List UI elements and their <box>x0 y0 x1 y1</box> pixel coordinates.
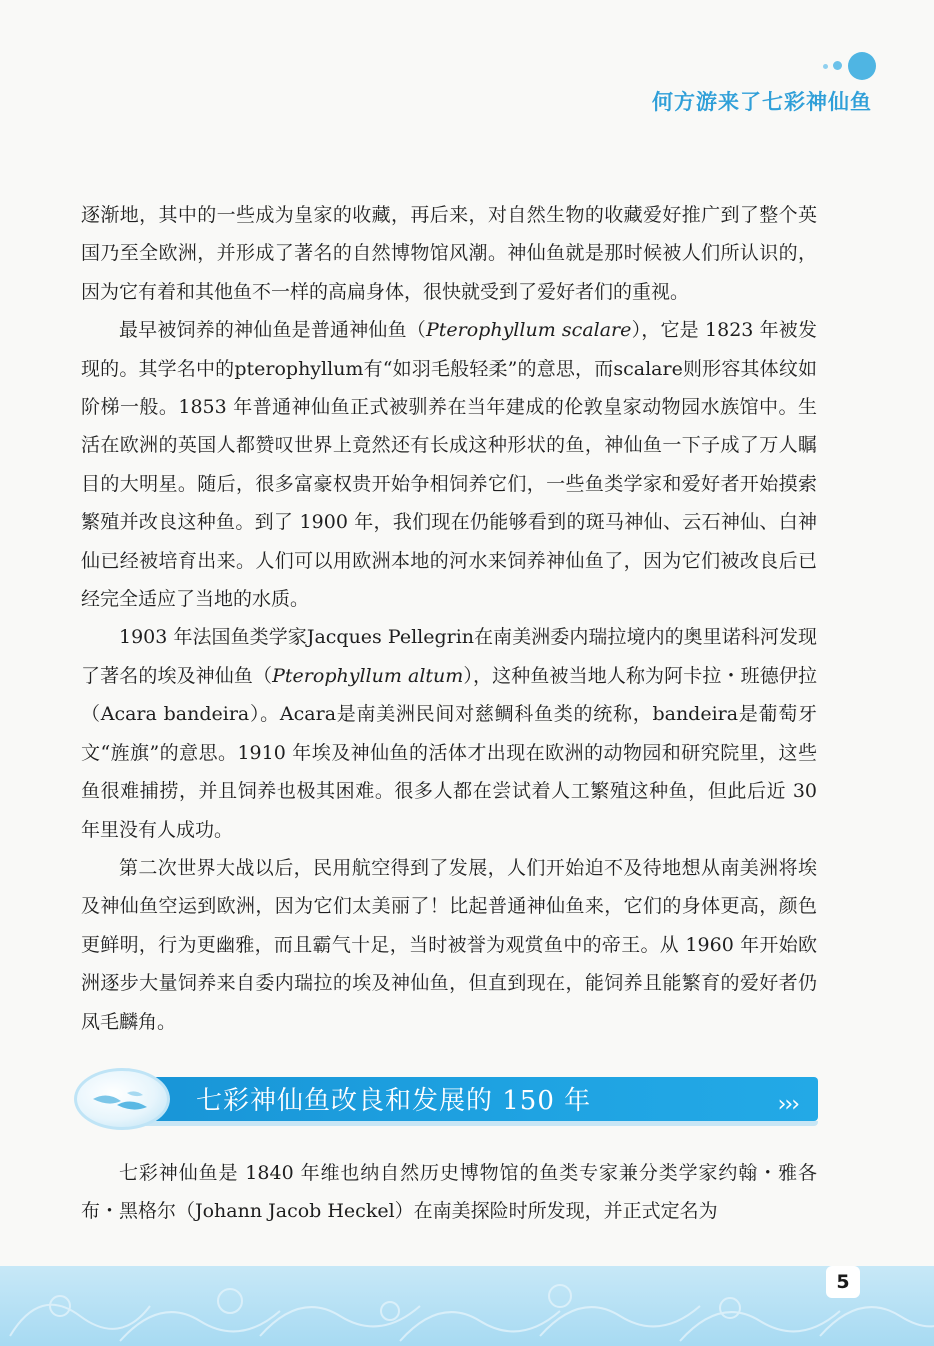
paragraph-4-text: 第二次世界大战以后，民用航空得到了发展，人们开始迫不及待地想从南美洲将埃及神仙鱼空运到欧洲，因为它们太美丽了！比起普通神仙鱼来，它们的身体更高，颜色更鲜明，行为更幽雅，而且霸气十足，当时被誉为观赏鱼中的帝王。从 1960 年开始欧洲逐步大量饲养来自委内瑞拉的埃及神仙鱼，但直到现在，能饲养且能繁育的爱好者仍凤毛麟角。 <box>81 856 817 1033</box>
body-text-bottom <box>81 1154 817 1231</box>
page-number: 5 <box>826 1266 860 1298</box>
paragraph-2-text-b: ），它是 1823 年被发现的。其学名中的pterophyllum有“如羽毛般轻柔”的意思，而scalare则形容其体纹如阶梯一般。1853 年普通神仙鱼正式被驯养在当年建成的伦敦皇家动物园水族馆中。生活在欧洲的英国人都赞叹世界上竟然还有长成这种形状的鱼，神仙鱼一下子成了万人瞩目的大明星。随后，很多富豪权贵开始争相饲养它们，一些鱼类学家和爱好者开始摸索繁殖并改良这种鱼。到了 1900 年，我们现在仍能够看到的斑马神仙、云石神仙、白神仙已经被培育出来。人们可以用欧洲本地的河水来饲养神仙鱼了，因为它们被改良后已经完全适应了当地的水质。 <box>81 319 817 611</box>
header-decoration-dots <box>796 52 876 82</box>
paragraph-1-text: 逐渐地，其中的一些成为皇家的收藏，再后来，对自然生物的收藏爱好推广到了整个英国乃至全欧洲，并形成了著名的自然博物馆风潮。神仙鱼就是那时候被人们所认识的，因为它有着和其他鱼不一样的高扁身体，很快就受到了爱好者们的重视。 <box>81 204 817 303</box>
paragraph-3 <box>81 618 817 848</box>
paragraph-5 <box>81 1154 817 1231</box>
floral-pattern-icon <box>0 1266 934 1346</box>
paragraph-2 <box>81 311 817 618</box>
fish-emblem-icon <box>74 1068 170 1130</box>
paragraph-3-text-a: 1903 年法国鱼类学家Jacques Pellegrin在南美洲委内瑞拉境内的奥里诺科河发现了著名的埃及神仙鱼（ <box>81 626 817 687</box>
paragraph-2-text-a: 最早被饲养的神仙鱼是普通神仙鱼（ <box>119 319 426 342</box>
paragraph-5-text: 七彩神仙鱼是 1840 年维也纳自然历史博物馆的鱼类专家兼分类学家约翰・雅各布・黑格尔（Johann Jacob Heckel）在南美探险时所发现，并正式定名为 <box>81 1162 817 1223</box>
scientific-name-scalare: Pterophyllum scalare <box>425 319 632 342</box>
paragraph-3-text-b: ），这种鱼被当地人称为阿卡拉・班德伊拉（Acara bandeira）。Acara是南美洲民间对慈鲷科鱼类的统称，bandeira是葡萄牙文“旌旗”的意思。1910 年埃及神仙鱼的活体才出现在欧洲的动物园和研究院里，这些鱼很难捕捞，并且饲养也极其困难。很多人都在尝试着人工繁殖这种鱼，但此后近 30 年里没有人成功。 <box>81 664 817 841</box>
medium-dot-icon <box>833 61 842 70</box>
scientific-name-altum: Pterophyllum altum <box>272 664 464 687</box>
body-text-top <box>81 196 817 1041</box>
paragraph-4 <box>81 849 817 1041</box>
paragraph-1 <box>81 196 817 311</box>
footer-decorative-band <box>0 1266 934 1346</box>
small-dot-icon <box>823 64 828 69</box>
section-heading-banner <box>74 1068 820 1132</box>
section-heading-title: 七彩神仙鱼改良和发展的 150 年 <box>196 1086 592 1116</box>
large-dot-icon <box>848 52 876 80</box>
chevrons-right-icon: ››› <box>777 1092 798 1117</box>
running-header-title: 何方游来了七彩神仙鱼 <box>652 89 872 114</box>
